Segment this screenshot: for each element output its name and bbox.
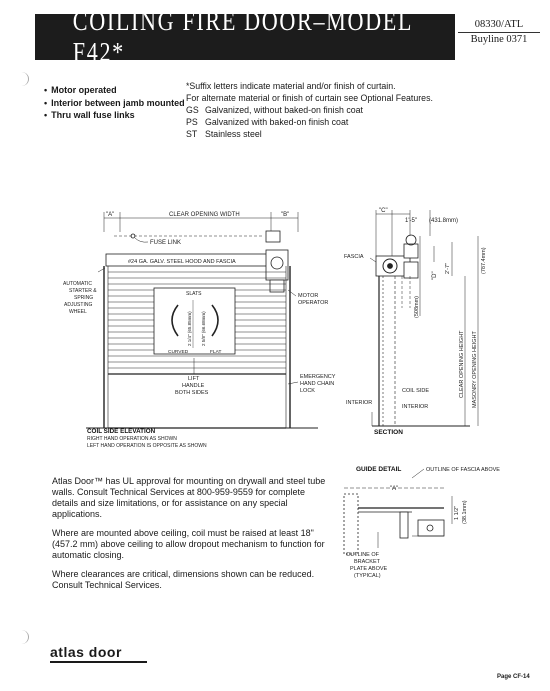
paragraph: Where clearances are critical, dimensions shown can be reduced. Consult Technical Services. xyxy=(52,569,315,590)
logo-underline xyxy=(50,661,147,663)
masonry-height-label: MASONRY OPENING HEIGHT xyxy=(472,331,478,408)
section-dim-c: "C" xyxy=(379,208,388,214)
feature-item: • Motor operated xyxy=(44,84,185,97)
guide-dim: 1 1/2" xyxy=(454,505,460,520)
section-dim-2-7-mm: (787.4mm) xyxy=(481,247,487,274)
clear-width-label: CLEAR OPENING WIDTH xyxy=(169,212,240,218)
flat-label: FLAT xyxy=(210,350,222,355)
bracket-label-1: OUTLINE OF xyxy=(346,552,380,558)
starter-label-4: ADJUSTING xyxy=(64,302,93,308)
spec-code-line1: 08330/ATL xyxy=(458,18,540,33)
lift-label-2: HANDLE xyxy=(182,383,205,389)
coil-side-elevation xyxy=(63,212,336,449)
suffix-code: ST xyxy=(186,129,198,139)
fascia-outline-label: OUTLINE OF FASCIA ABOVE xyxy=(426,467,500,473)
slat-dim-2: 2 5/8" (66.68mm) xyxy=(201,311,206,346)
section-dim-5-mm: (431.8mm) xyxy=(429,218,459,224)
lift-label-1: LIFT xyxy=(188,376,200,382)
bracket-label-2: BRACKET xyxy=(354,559,380,565)
section-dim-20: (508mm) xyxy=(414,295,420,318)
section-dim-5: 1'-5" xyxy=(405,218,417,224)
dim-a-label: "A" xyxy=(106,212,115,218)
curved-label: CURVED xyxy=(168,350,189,355)
starter-label-1: AUTOMATIC xyxy=(63,281,92,287)
bracket-label-4: (TYPICAL) xyxy=(354,573,381,579)
feature-item: • Interior between jamb mounted xyxy=(44,97,185,110)
page-number: Page CF-14 xyxy=(497,674,530,680)
lift-label-3: BOTH SIDES xyxy=(175,390,209,396)
section-title: SECTION xyxy=(374,429,403,436)
bracket-label-3: PLATE ABOVE xyxy=(350,566,388,572)
guide-title: GUIDE DETAIL xyxy=(356,466,402,473)
paragraph: Where are mounted above ceiling, coil must be raised at least 18" (457.2 mm) above ceiling to allow dropout mechanism to function for automatic closing. xyxy=(52,528,325,560)
section-dim-2-7: 2'-7" xyxy=(445,263,451,274)
elevation-title: COIL SIDE ELEVATION xyxy=(87,428,156,435)
starter-label-2: STARTER & xyxy=(69,288,97,294)
motor-label-2: OPERATOR xyxy=(298,300,329,306)
motor-label-1: MOTOR xyxy=(298,293,319,299)
slats-label: SLATS xyxy=(186,291,202,297)
chain-label-2: HAND CHAIN xyxy=(300,381,335,387)
guide-dim-mm: (38.1mm) xyxy=(462,500,468,524)
suffix-line1: *Suffix letters indicate material and/or finish of curtain. xyxy=(186,81,396,91)
suffix-desc: Galvanized with baked-on finish coat xyxy=(205,117,349,127)
elevation-note-1: RIGHT HAND OPERATION AS SHOWN xyxy=(87,436,177,442)
description-text xyxy=(52,476,332,599)
fascia-label: FASCIA xyxy=(344,254,364,260)
section-drawing xyxy=(344,208,487,436)
suffix-code: PS xyxy=(186,117,198,127)
hood-label: #24 GA. GALV. STEEL HOOD AND FASCIA xyxy=(128,259,236,265)
spec-code-line2: Buyline 0371 xyxy=(470,34,528,45)
chain-label-1: EMERGENCY xyxy=(300,374,336,380)
clear-height-label: CLEAR OPENING HEIGHT xyxy=(459,330,465,398)
elevation-note-2: LEFT HAND OPERATION IS OPPOSITE AS SHOWN xyxy=(87,443,207,449)
dim-b-label: "B" xyxy=(281,212,290,218)
starter-label-3: SPRING xyxy=(74,295,94,301)
chain-label-3: LOCK xyxy=(300,388,315,394)
interior-left-label: INTERIOR xyxy=(346,400,373,406)
feature-item: • Thru wall fuse links xyxy=(44,109,185,122)
section-dim-d: "D" xyxy=(432,271,438,280)
fuse-link-label: FUSE LINK xyxy=(150,240,182,246)
suffix-desc: Stainless steel xyxy=(205,129,262,139)
suffix-line2: For alternate material or finish of curtain see Optional Features. xyxy=(186,93,433,103)
interior-right-label: INTERIOR xyxy=(402,404,429,410)
guide-detail xyxy=(344,466,500,579)
guide-dim-a: "A" xyxy=(390,486,399,492)
starter-label-5: WHEEL xyxy=(69,309,87,315)
company-logo: atlas door xyxy=(50,644,122,660)
coil-side-label: COIL SIDE xyxy=(402,388,429,394)
paragraph: Atlas Door™ has UL approval for mounting on drywall and steel tube walls. Consult Technical Services at 800-959-9559 for complete details and size limitations, or for assistance on any special applications. xyxy=(52,476,326,519)
slat-dim-1: 2 1/4" (65.85mm) xyxy=(187,311,192,346)
page-title: COILING FIRE DOOR–MODEL F42* xyxy=(72,6,413,67)
suffix-code: GS xyxy=(186,105,199,115)
suffix-desc: Galvanized, without baked-on finish coat xyxy=(205,105,363,115)
